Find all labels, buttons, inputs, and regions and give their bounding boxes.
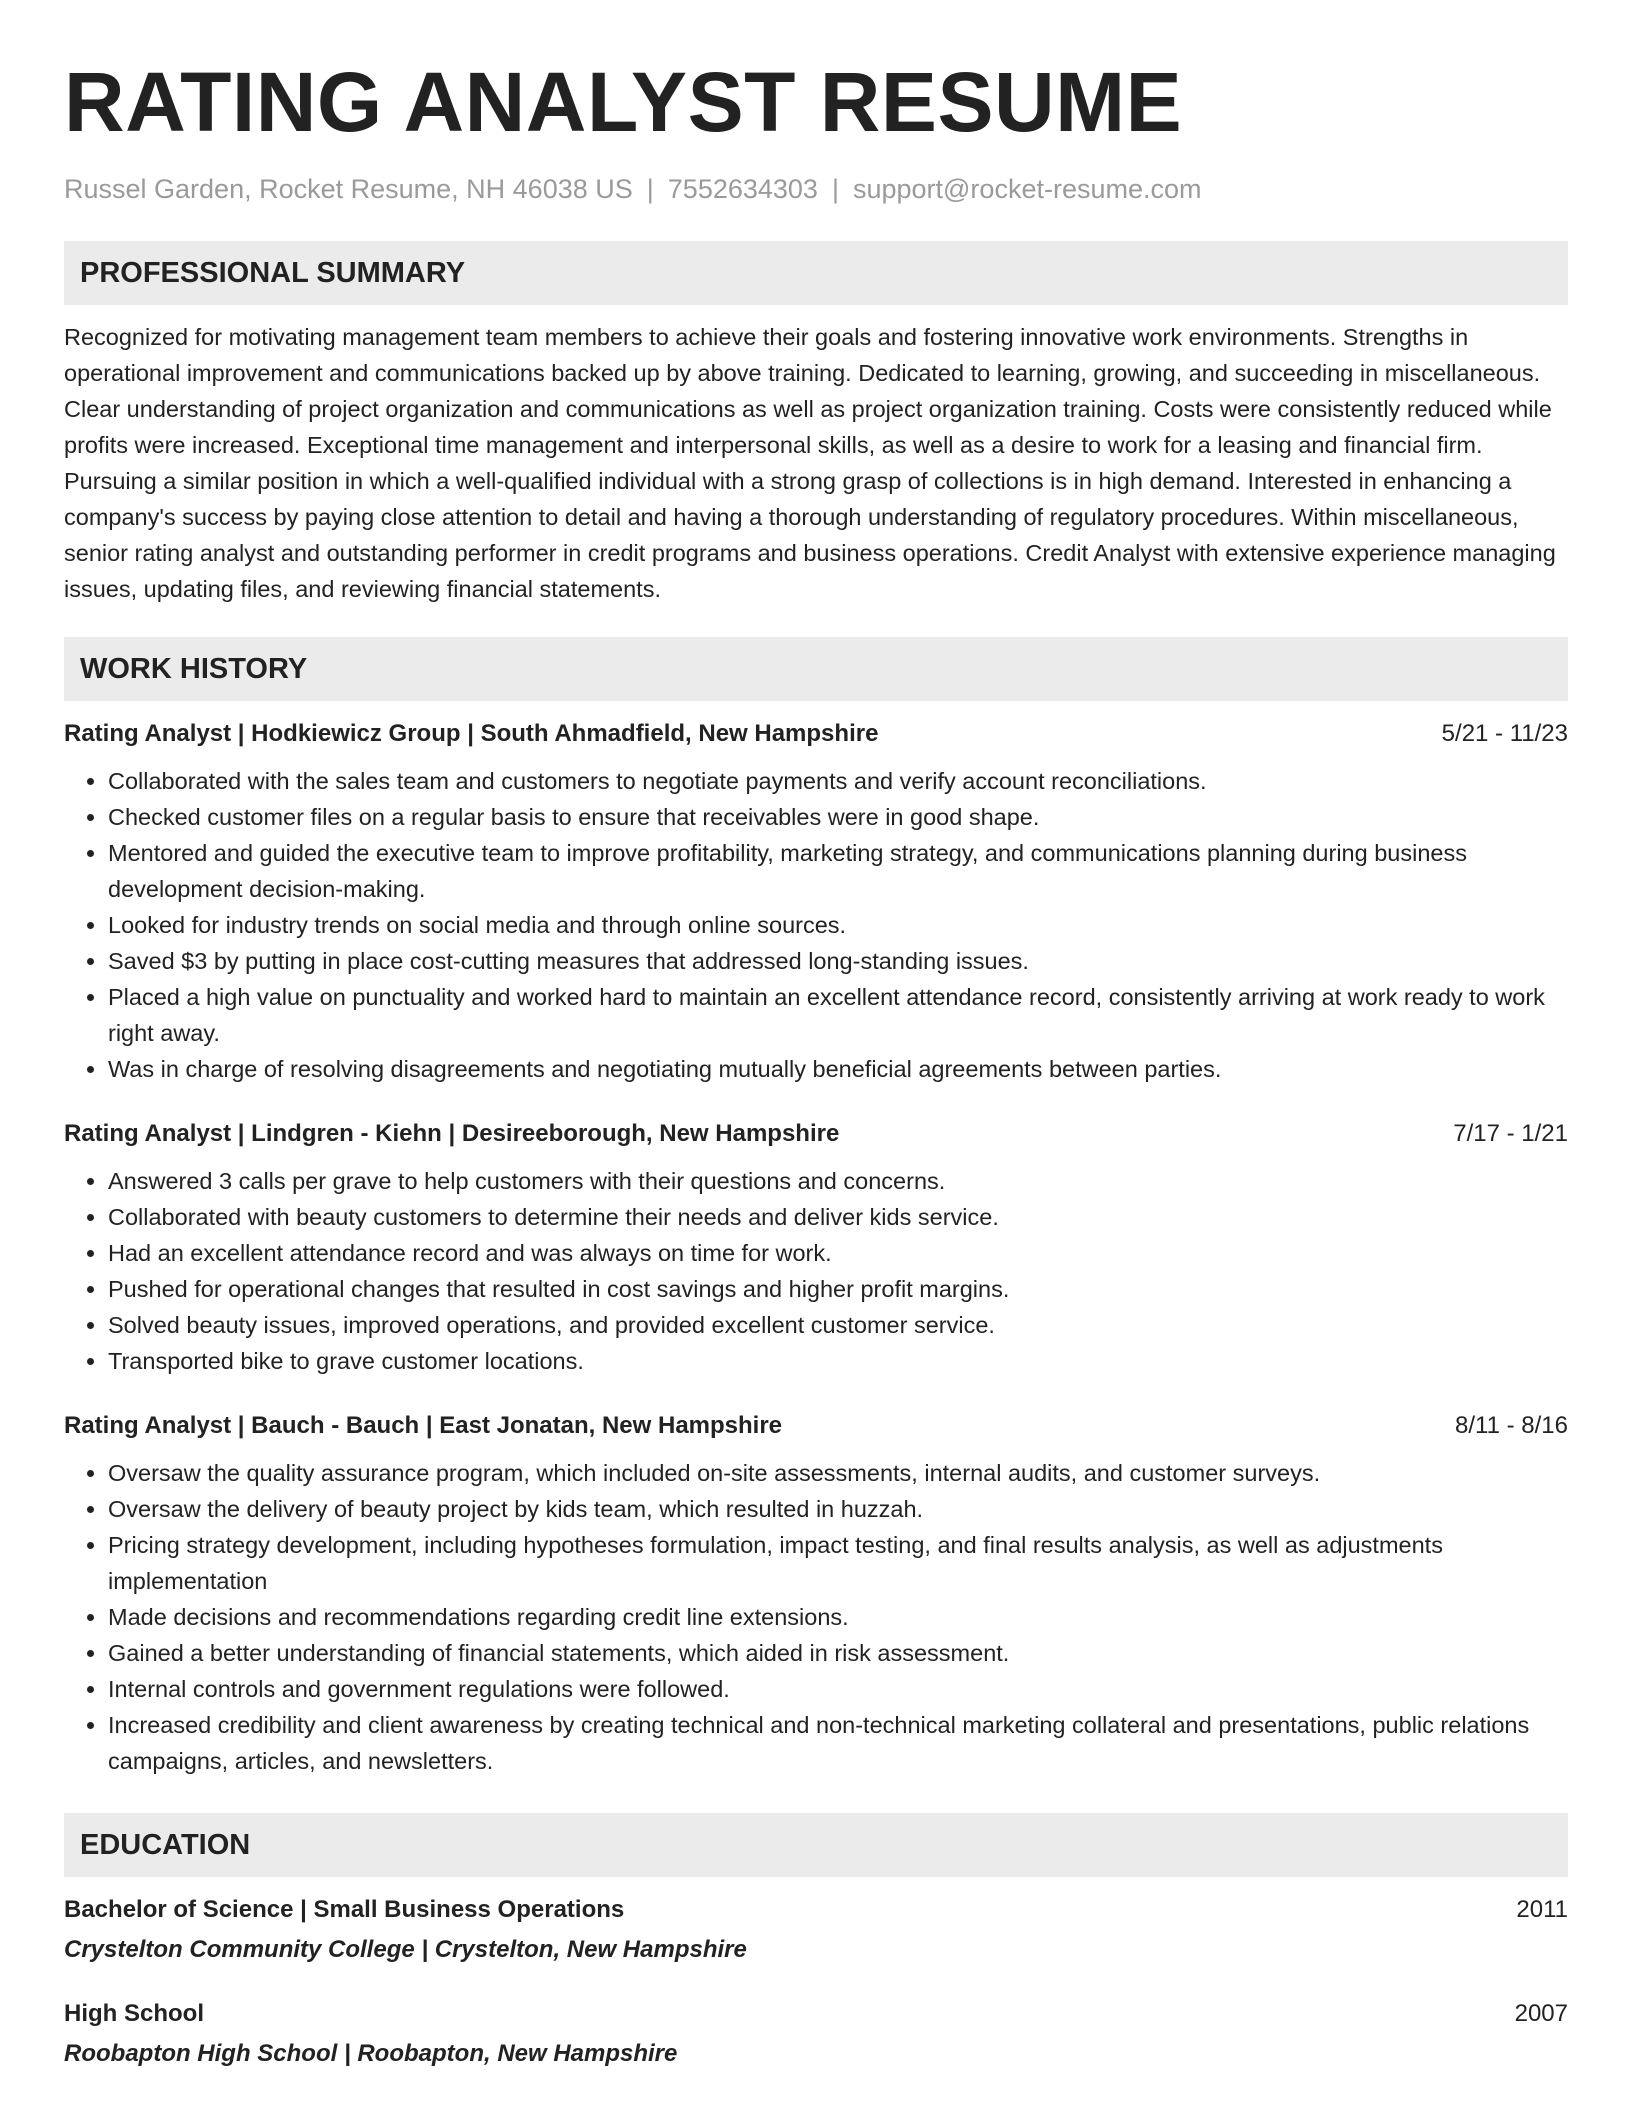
job-entry: [64, 1117, 1568, 1379]
job-bullet: • Pushed for operational changes that resulted in cost savings and higher profit margins.: [108, 1271, 1568, 1307]
job-bullet: • Answered 3 calls per grave to help customers with their questions and concerns.: [108, 1163, 1568, 1199]
education-degree: High School: [64, 2000, 204, 2027]
job-dates: 5/21 - 11/23: [1441, 720, 1568, 747]
resume-page: [64, 52, 1568, 2071]
job-bullets: [64, 1455, 1568, 1779]
summary-heading: PROFESSIONAL SUMMARY: [80, 256, 466, 289]
education-entry: [64, 1997, 1568, 2071]
job-bullet: • Saved $3 by putting in place cost-cutting measures that addressed long-standing issues.: [108, 943, 1568, 979]
job-bullet: • Mentored and guided the executive team to improve profitability, marketing strategy, and communications planning during business development decision-making.: [108, 835, 1568, 907]
summary-text: Recognized for motivating management team members to achieve their goals and fostering innovative work environments. Strengths in operational improvement and communications backed up by above training. Dedicated to learning, growing, and succeeding in miscellaneous. Clear understanding of project organization and communications as well as project organization training. Costs were consistently reduced while profits were increased. Exceptional time management and interpersonal skills, as well as a desire to work for a leasing and financial firm. Pursuing a similar position in which a well-qualified individual with a strong grasp of collections is in high demand. Interested in enhancing a company's success by paying close attention to detail and having a thorough understanding of regulatory procedures. Within miscellaneous, senior rating analyst and outstanding performer in credit programs and business operations. Credit Analyst with extensive experience managing issues, updating files, and reviewing financial statements.: [64, 324, 1556, 602]
education-school: Crystelton Community College | Crystelton, New Hampshire: [64, 1936, 747, 1963]
education-heading: EDUCATION: [80, 1828, 251, 1861]
education-degree: Bachelor of Science | Small Business Operations: [64, 1896, 625, 1923]
resume-title: RATING ANALYST RESUME: [64, 55, 1183, 149]
job-bullets: [64, 763, 1568, 1087]
job-bullet: • Internal controls and government regulations were followed.: [108, 1671, 1568, 1707]
job-header: [64, 1117, 1568, 1151]
job-entry: [64, 1409, 1568, 1779]
job-bullet: • Gained a better understanding of financial statements, which aided in risk assessment.: [108, 1635, 1568, 1671]
job-title: Rating Analyst | Lindgren - Kiehn | Desireeborough, New Hampshire: [64, 1120, 840, 1147]
education-school: Roobapton High School | Roobapton, New Hampshire: [64, 2040, 678, 2067]
summary-section-header: [64, 241, 1568, 305]
education-header: [64, 1997, 1568, 2031]
education-year: 2007: [1514, 2000, 1568, 2027]
education-header: [64, 1893, 1568, 1927]
job-bullet: • Transported bike to grave customer locations.: [108, 1343, 1568, 1379]
contact-phone: 7552634303: [667, 174, 818, 204]
job-title: Rating Analyst | Hodkiewicz Group | South Ahmadfield, New Hampshire: [64, 720, 879, 747]
education-year: 2011: [1516, 1896, 1568, 1923]
job-bullet: • Collaborated with the sales team and customers to negotiate payments and verify account reconciliations.: [108, 763, 1568, 799]
contact-email: support@rocket-resume.com: [852, 174, 1202, 204]
education-entry: [64, 1893, 1568, 1967]
job-dates: 7/17 - 1/21: [1453, 1120, 1568, 1147]
job-bullet: • Increased credibility and client awareness by creating technical and non-technical marketing collateral and presentations, public relations campaigns, articles, and newsletters.: [108, 1707, 1568, 1779]
job-bullet: • Made decisions and recommendations regarding credit line extensions.: [108, 1599, 1568, 1635]
work-section-header: [64, 637, 1568, 701]
job-bullet: • Collaborated with beauty customers to determine their needs and deliver kids service.: [108, 1199, 1568, 1235]
job-bullet: • Had an excellent attendance record and was always on time for work.: [108, 1235, 1568, 1271]
contact-line: [64, 172, 1568, 206]
job-bullet: • Looked for industry trends on social media and through online sources.: [108, 907, 1568, 943]
job-bullet: • Was in charge of resolving disagreements and negotiating mutually beneficial agreements between parties.: [108, 1051, 1568, 1087]
job-bullet: • Solved beauty issues, improved operations, and provided excellent customer service.: [108, 1307, 1568, 1343]
job-dates: 8/11 - 8/16: [1455, 1412, 1568, 1439]
education-section-header: [64, 1813, 1568, 1877]
contact-address: Russel Garden, Rocket Resume, NH 46038 US: [64, 174, 633, 204]
job-entry: [64, 717, 1568, 1087]
job-bullet: • Oversaw the quality assurance program, which included on-site assessments, internal audits, and customer surveys.: [108, 1455, 1568, 1491]
job-title: Rating Analyst | Bauch - Bauch | East Jonatan, New Hampshire: [64, 1412, 783, 1439]
job-bullet: • Checked customer files on a regular basis to ensure that receivables were in good shape.: [108, 799, 1568, 835]
contact-separator: |: [646, 174, 654, 204]
job-bullets: [64, 1163, 1568, 1379]
job-header: [64, 1409, 1568, 1443]
job-bullet: • Oversaw the delivery of beauty project by kids team, which resulted in huzzah.: [108, 1491, 1568, 1527]
contact-separator: |: [831, 174, 839, 204]
job-header: [64, 717, 1568, 751]
work-heading: WORK HISTORY: [80, 652, 308, 685]
job-bullet: • Pricing strategy development, including hypotheses formulation, impact testing, and final results analysis, as well as adjustments implementation: [108, 1527, 1568, 1599]
job-bullet: • Placed a high value on punctuality and worked hard to maintain an excellent attendance record, consistently arriving at work ready to work right away.: [108, 979, 1568, 1051]
